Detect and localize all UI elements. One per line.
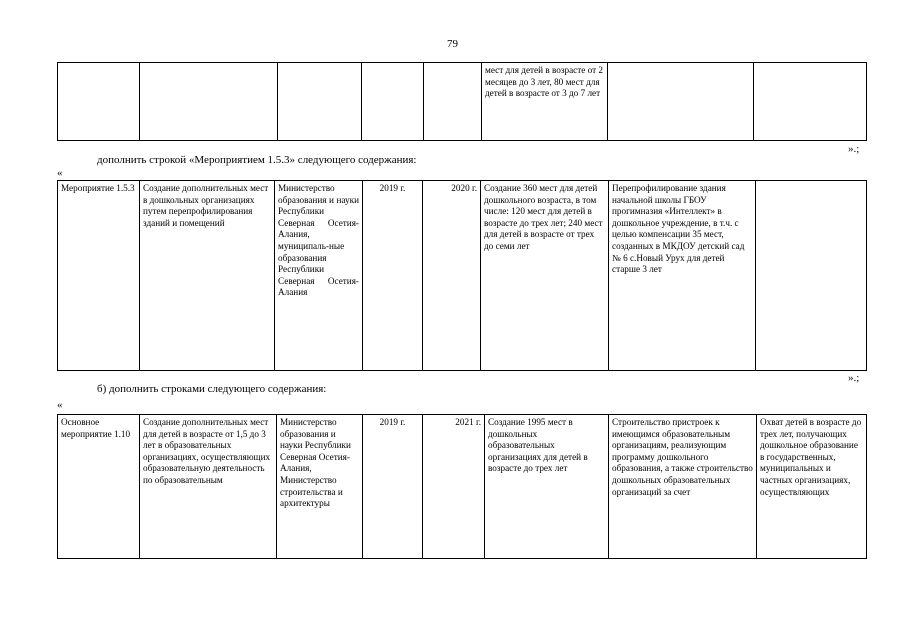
- table-cell: [754, 63, 867, 141]
- closing-quote: ».;: [848, 143, 860, 155]
- instruction-text: б) дополнить строками следующего содержания:: [97, 383, 327, 395]
- table-cell: Перепрофилирование здания начальной школы ГБОУ прогимназия «Интеллект» в дошкольное учреждение, в т.ч. с целью компенсации 35 мест, созданных в МКДОУ детский сад № 6 с.Новый Урух для детей старше 3 лет: [609, 181, 756, 371]
- table-cell: 2019 г.: [363, 415, 423, 559]
- table-cell: Министерство образования и науки Республики Северная Осетия-Алания, муниципаль-ные образования Республики Северная Осетия-Алания: [275, 181, 363, 371]
- table-cell: [58, 63, 140, 141]
- table-row: [58, 415, 867, 559]
- table-cell: [608, 63, 754, 141]
- table-cell: 2021 г.: [423, 415, 485, 559]
- page-number: 79: [447, 38, 458, 50]
- table-cell: Создание 360 мест для детей дошкольного возраста, в том числе: 120 мест для детей в возрасте до трех лет; 240 мест для детей в возрасте от трех до семи лет: [481, 181, 609, 371]
- table-main-measure-1-10: [57, 414, 867, 559]
- table-cell: Министерство образования и науки Республики Северная Осетия-Алания, Министерство строительства и архитектуры: [277, 415, 363, 559]
- table-measure-1-5-3: [57, 180, 867, 371]
- table-row: [58, 181, 867, 371]
- table-cell: [756, 181, 867, 371]
- table-cell: [278, 63, 362, 141]
- table-cell: Создание 1995 мест в дошкольных образовательных организациях для детей в возрасте до трех лет: [485, 415, 609, 559]
- closing-quote: ».;: [848, 372, 860, 384]
- opening-quote: «: [57, 399, 63, 411]
- table-cell: Охват детей в возрасте до трех лет, получающих дошкольное образование в государственных, муниципальных и частных организациях, осуществляющих: [757, 415, 867, 559]
- instruction-text: дополнить строкой «Мероприятием 1.5.3» следующего содержания:: [97, 154, 417, 166]
- table-continuation: [57, 62, 867, 141]
- table-cell: 2020 г.: [423, 181, 481, 371]
- table-cell: [362, 63, 424, 141]
- table-cell: Мероприятие 1.5.3: [58, 181, 140, 371]
- table-cell: Основное мероприятие 1.10: [58, 415, 140, 559]
- table-row: [58, 63, 867, 141]
- table-cell: 2019 г.: [363, 181, 423, 371]
- table-cell: Строительство пристроек к имеющимся образовательным организациям, реализующим программу дошкольного образования, а также строительство дошкольных образовательных организаций за счет: [609, 415, 757, 559]
- table-cell: мест для детей в возрасте от 2 месяцев до 3 лет, 80 мест для детей в возрасте от 3 до 7 лет: [482, 63, 608, 141]
- table-cell: Создание дополнительных мест в дошкольных организациях путем перепрофилирования зданий и помещений: [140, 181, 275, 371]
- table-cell: Создание дополнительных мест для детей в возрасте от 1,5 до 3 лет в образовательных организациях, осуществляющих образовательную деятельность по образовательным: [140, 415, 277, 559]
- table-cell: [424, 63, 482, 141]
- table-cell: [140, 63, 278, 141]
- opening-quote: «: [57, 167, 63, 179]
